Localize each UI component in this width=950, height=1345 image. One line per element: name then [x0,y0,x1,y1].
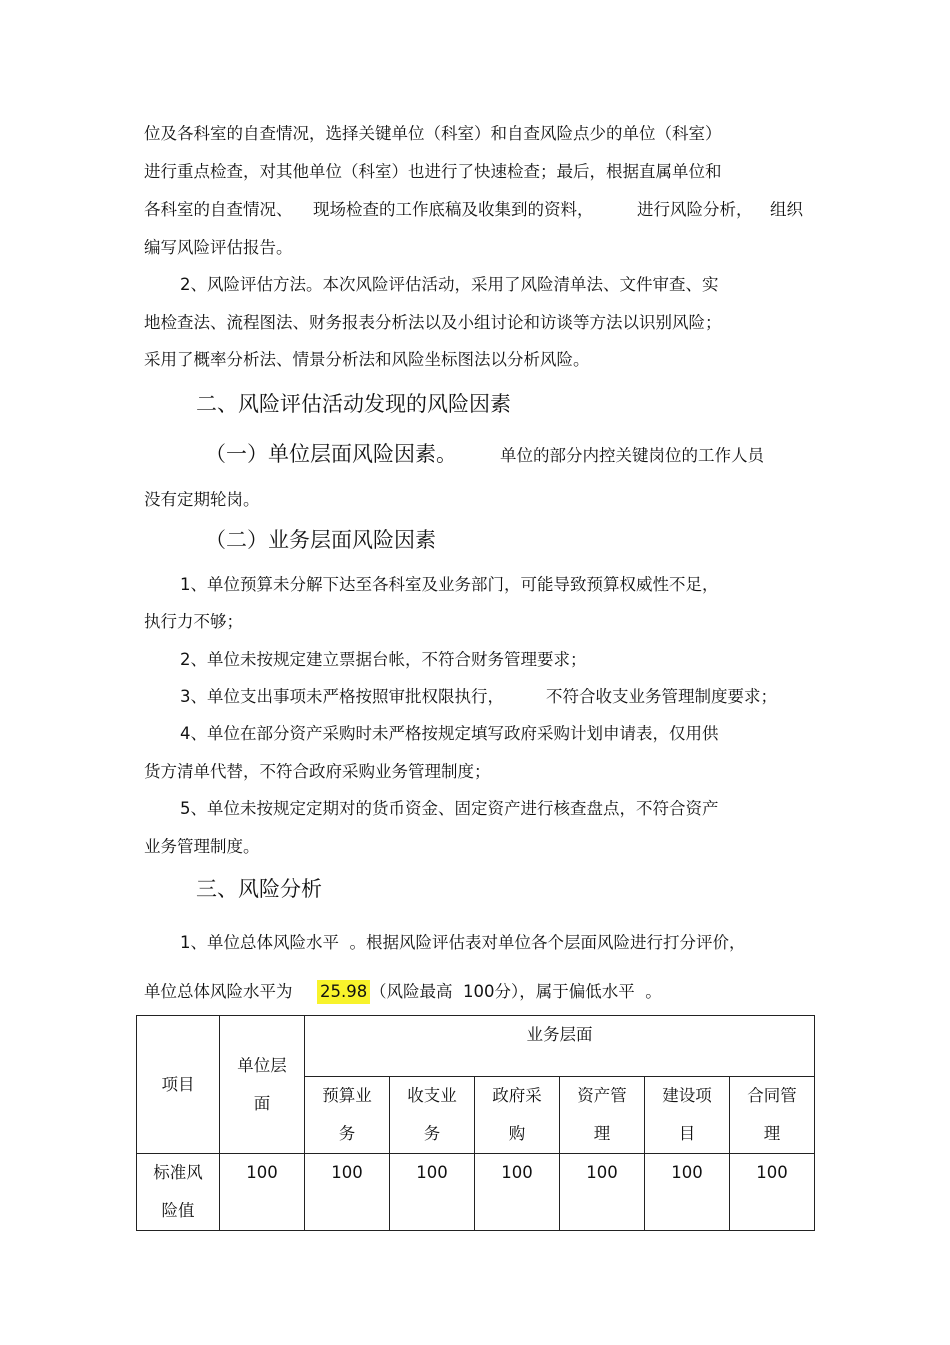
list-item-continued: 不符合收支业务管理制度要求； [546,687,777,706]
paragraph-line: 编写风险评估报告。 [144,238,293,257]
list-item-continued: 业务管理制度。 [144,837,260,856]
row-label: 标准风 险值 [137,1154,220,1231]
paragraph-line: 地检查法、流程图法、财务报表分析法以及小组讨论和访谈等方法以识别风险； [144,313,722,332]
header-unit-level: 单位层 面 [220,1016,305,1154]
table-cell: 100 [560,1154,645,1231]
paragraph-line: 2、风险评估方法。本次风险评估活动，采用了风险清单法、文件审查、实 [180,275,719,294]
risk-score-highlight: 25.98 [317,980,370,1004]
table-cell: 100 [390,1154,475,1231]
header-sub-budget: 预算业 务 [305,1077,390,1154]
table-cell: 100 [220,1154,305,1231]
header-sub-procurement: 政府采 购 [475,1077,560,1154]
paragraph-line: 单位的部分内控关键岗位的工作人员 [500,446,764,465]
list-item-continued: 货方清单代替，不符合政府采购业务管理制度； [144,762,491,781]
paragraph-line: 没有定期轮岗。 [144,490,260,509]
list-item: 2、单位未按规定建立票据台帐，不符合财务管理要求； [180,650,587,669]
header-item: 项目 [137,1016,220,1154]
header-sub-contract: 合同管 理 [730,1077,815,1154]
list-item: 1、单位预算未分解下达至各科室及业务部门，可能导致预算权威性不足， [180,575,719,594]
header-sub-revenue-expense: 收支业 务 [390,1077,475,1154]
paragraph-line: 组织 [770,200,803,219]
section-heading: 三、风险分析 [196,877,322,901]
table-cell: 100 [305,1154,390,1231]
list-item: 4、单位在部分资产采购时未严格按规定填写政府采购计划申请表，仅用供 [180,724,719,743]
table-cell: 100 [645,1154,730,1231]
header-sub-construction: 建设项 目 [645,1077,730,1154]
list-item-continued: 执行力不够； [144,612,243,631]
table-cell: 100 [475,1154,560,1231]
table-cell: 100 [730,1154,815,1231]
paragraph-line: 位及各科室的自查情况，选择关键单位（科室）和自查风险点少的单位（科室） [144,124,722,143]
header-sub-assets: 资产管 理 [560,1077,645,1154]
paragraph-line: 进行重点检查，对其他单位（科室）也进行了快速检查；最后，根据直属单位和 [144,162,722,181]
paragraph-line: 单位总体风险水平为 [144,982,293,1001]
subsection-heading: （二）业务层面风险因素 [205,528,436,552]
paragraph-line: 进行风险分析， [637,200,753,219]
list-item: 5、单位未按规定定期对的货币资金、固定资产进行核查盘点，不符合资产 [180,799,719,818]
paragraph-line: （风险最高 100分），属于偏低水平 。 [370,982,662,1001]
list-item: 3、单位支出事项未严格按照审批权限执行， [180,687,504,706]
table-row [137,1154,815,1231]
paragraph-line: 1、单位总体风险水平 。根据风险评估表对单位各个层面风险进行打分评价， [180,933,746,952]
paragraph-line: 采用了概率分析法、情景分析法和风险坐标图法以分析风险。 [144,350,590,369]
paragraph-line: 现场检查的工作底稿及收集到的资料， [313,200,594,219]
paragraph-line: 各科室的自查情况、 [144,200,293,219]
header-business-level: 业务层面 [305,1016,815,1077]
risk-table [136,1015,815,1231]
section-heading: 二、风险评估活动发现的风险因素 [196,392,511,416]
subsection-heading: （一）单位层面风险因素。 [205,442,457,466]
